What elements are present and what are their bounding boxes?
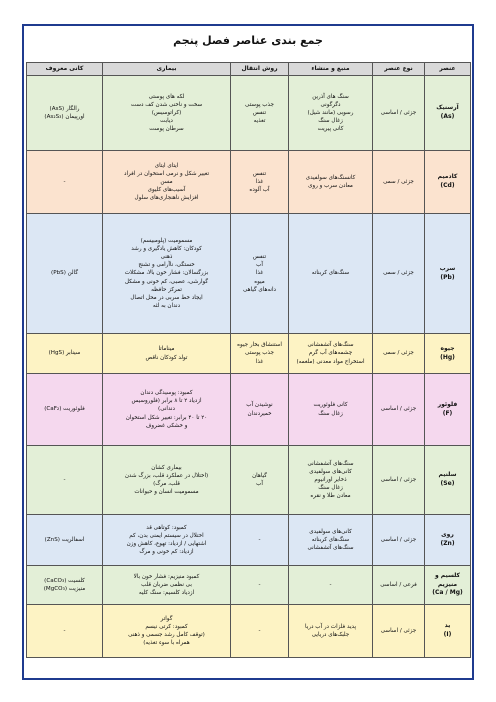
- cell-disease: [103, 214, 231, 334]
- table-row-cd: [27, 151, 471, 214]
- element-line: منیزیم: [437, 580, 458, 588]
- cell-type: جزئی / اساسی: [373, 515, 425, 566]
- source-line: سنگ‌های کربناته: [311, 270, 350, 277]
- transfer-line: دانه‌های گیاهی: [242, 286, 277, 293]
- element-line: (I): [443, 631, 452, 638]
- disease-line: سخت و ناخنی شدن کف دست: [130, 101, 203, 108]
- cell-disease: [103, 374, 231, 446]
- mineral-line: رالگار (AsS): [49, 105, 80, 112]
- transfer-line: نوشیدن آب: [246, 402, 273, 409]
- element-line: کلسیم و: [434, 571, 461, 579]
- elements-summary-table: [26, 62, 471, 658]
- element-line: (Se): [440, 480, 455, 487]
- source-line: جلبک‌های دریایی: [311, 632, 350, 638]
- table-row-ca: [27, 566, 471, 605]
- cell-mineral: [27, 76, 103, 151]
- transfer-line: تنفس: [252, 109, 267, 116]
- transfer-line: غذا: [255, 178, 264, 185]
- cell-element: [425, 515, 471, 566]
- cell-element: [425, 566, 471, 605]
- source-line: سنگ‌های آتشفشانی: [307, 460, 354, 467]
- transfer-line: گیاهان: [252, 472, 267, 479]
- disease-line: بیماری کشان: [151, 464, 182, 471]
- cell-mineral: [27, 334, 103, 374]
- table-row-pb: [27, 214, 471, 334]
- transfer-line: میوه: [254, 278, 265, 285]
- cell-transfer: [231, 76, 289, 151]
- element-line: (F): [442, 409, 453, 417]
- cell-type: جزئی / سمی: [373, 214, 425, 334]
- mineral-line: اورپیمان (As₂S₃): [44, 114, 85, 120]
- cell-mineral: [27, 374, 103, 446]
- disease-line: ذهنی: [160, 254, 173, 261]
- disease-line: و خشکی غضروف: [145, 422, 188, 429]
- header-transfer: روش انتقال: [231, 63, 289, 76]
- disease-line: مسن: [160, 178, 173, 185]
- source-line: زغال سنگ: [318, 485, 343, 492]
- transfer-line: غذا: [255, 270, 264, 277]
- source-line: -: [329, 581, 332, 588]
- cell-element: [425, 446, 471, 515]
- element-line: (Zn): [440, 540, 455, 547]
- cell-type: فرعی / اساسی: [373, 566, 425, 605]
- header-source: منبع و منشاء: [289, 63, 373, 76]
- cell-transfer: [231, 334, 289, 374]
- source-line: زغال سنگ: [318, 410, 343, 417]
- element-line: (Cd): [440, 182, 455, 189]
- disease-line: تمرکز حافظه: [151, 286, 182, 293]
- source-line: کانی‌های سولفیدی: [309, 528, 352, 535]
- mineral-line: اسفالریت (ZnS): [44, 536, 85, 543]
- disease-line: ۲۰ تا ۴۰ برابر: تغییر شکل استخوان: [125, 414, 208, 421]
- cell-disease: [103, 515, 231, 566]
- source-line: سنگ‌های آتشفشانی: [307, 342, 354, 349]
- mineral-line: -: [63, 627, 66, 634]
- disease-line: گوارشی، عصبی، کم خونی و مشکل: [124, 278, 209, 285]
- transfer-line: استنشاق بخار جیوه: [237, 342, 282, 349]
- table-row-f: [27, 374, 471, 446]
- mineral-line: کلسیت (CaCO₃): [44, 577, 85, 584]
- transfer-line: آب آلوده: [249, 187, 270, 194]
- cell-source: [289, 446, 373, 515]
- mineral-line: فلوئوریت (CaF₂): [44, 406, 85, 413]
- cell-transfer: [231, 515, 289, 566]
- element-line: سلنیم: [438, 471, 457, 479]
- mineral-line: سینابر (HgS): [48, 350, 81, 357]
- source-line: پدید فلزات در آب دریا: [305, 623, 356, 630]
- cell-element: [425, 374, 471, 446]
- transfer-line: -: [258, 536, 261, 543]
- disease-line: دندانی): [158, 406, 175, 413]
- source-line: معادن سرب و روی: [308, 183, 353, 189]
- disease-line: مسمومیت (پلومبیسم): [140, 238, 193, 244]
- transfer-line: تغذیه: [253, 118, 266, 125]
- source-line: زغال سنگ: [318, 118, 343, 125]
- cell-source: [289, 605, 373, 658]
- transfer-line: خمیردندان: [247, 410, 272, 417]
- cell-mineral: [27, 214, 103, 334]
- disease-line: (توقف کامل رشد جسمی و ذهنی: [128, 632, 205, 638]
- cell-disease: [103, 446, 231, 515]
- mineral-line: -: [63, 476, 66, 483]
- table-header-row: [27, 63, 471, 76]
- source-line: معادن طلا و نقره: [310, 493, 351, 500]
- source-line: رسوبی (مانند شیل): [307, 109, 354, 116]
- cell-type: جزئی / اساسی: [373, 374, 425, 446]
- source-line: کانی‌های سولفیدی: [309, 468, 352, 475]
- disease-line: تغییر شکل و نرمی استخوان در افراد: [123, 170, 210, 177]
- header-mineral: کانی معروف: [27, 63, 103, 76]
- disease-line: ایتای ایتای: [154, 162, 179, 169]
- cell-disease: [103, 76, 231, 151]
- disease-line: مسمومیت انسان و حیوانات: [134, 489, 199, 496]
- disease-line: همراه با سوء تغذیه): [143, 640, 190, 647]
- cell-type: جزئی / اساسی: [373, 605, 425, 658]
- transfer-line: آب: [256, 481, 263, 487]
- element-line: (Hg): [440, 353, 455, 361]
- cell-mineral: [27, 605, 103, 658]
- cell-transfer: [231, 566, 289, 605]
- disease-line: افزایش ناهنجاری‌های سلول: [134, 195, 199, 202]
- table-row-as: [27, 76, 471, 151]
- cell-source: [289, 214, 373, 334]
- disease-line: کمبود: کوتاهی قد: [146, 524, 187, 531]
- transfer-line: -: [258, 627, 261, 634]
- disease-line: سرطان پوست: [149, 126, 184, 133]
- cell-type: جزئی / اساسی: [373, 76, 425, 151]
- cell-disease: [103, 605, 231, 658]
- cell-element: [425, 605, 471, 658]
- cell-element: [425, 76, 471, 151]
- source-line: دگرگونی: [320, 101, 341, 108]
- disease-line: دندان به لثه: [152, 302, 181, 309]
- transfer-line: غذا: [255, 358, 264, 365]
- disease-line: گواتر: [160, 615, 173, 622]
- cell-type: جزئی / سمی: [373, 334, 425, 374]
- cell-type: جزئی / اساسی: [373, 446, 425, 515]
- disease-line: اشتهایی / ازدیاد: تهوع، کاهش وزن: [126, 541, 207, 547]
- transfer-line: تنفس: [252, 170, 267, 177]
- disease-line: دیابت: [160, 118, 173, 125]
- cell-element: [425, 214, 471, 334]
- table-row-zn: [27, 515, 471, 566]
- mineral-line: گالن (PbS): [51, 270, 78, 277]
- header-type: نوع عنصر: [373, 63, 425, 76]
- header-element: عنصر: [425, 63, 471, 76]
- disease-line: لکه های پوستی: [148, 93, 185, 100]
- page-title: جمع بندی عناصر فصل پنجم: [173, 34, 323, 47]
- cell-mineral: [27, 566, 103, 605]
- transfer-line: -: [258, 581, 261, 588]
- transfer-line: جذب پوستی: [245, 350, 274, 357]
- disease-line: ایجاد خط سربی در محل اتصال: [130, 294, 203, 301]
- disease-line: کمبود: پوسیدگی دندان: [140, 390, 193, 397]
- element-line: سرب: [439, 264, 456, 272]
- cell-source: [289, 334, 373, 374]
- disease-line: ازدیاد: کم خونی و مرگ: [139, 549, 194, 556]
- disease-line: کمبود: کرتی نیسم: [145, 623, 188, 630]
- cell-transfer: [231, 374, 289, 446]
- element-line: (Pb): [440, 273, 455, 281]
- cell-transfer: [231, 214, 289, 334]
- mineral-line: منیزیت (MgCO₃): [43, 586, 86, 592]
- disease-line: قلب، مرگ): [153, 481, 180, 487]
- cell-source: [289, 515, 373, 566]
- disease-line: (اختلال در عملکرد قلب، بزرگ شدن: [124, 472, 209, 479]
- disease-line: میناماتا: [158, 346, 175, 353]
- cell-element: [425, 151, 471, 214]
- disease-line: بی نظمی ضربان قلب: [141, 581, 192, 588]
- source-line: ذخایر اورانیوم: [314, 476, 347, 483]
- element-line: روی: [441, 531, 454, 539]
- source-line: چشمه‌های آب گرم: [308, 350, 353, 357]
- disease-line: آسیب‌های کلیوی: [147, 187, 186, 194]
- source-line: کانسنگ‌های سولفیدی: [305, 174, 356, 181]
- mineral-line: -: [63, 178, 66, 185]
- cell-source: [289, 76, 373, 151]
- transfer-line: تنفس: [252, 254, 267, 261]
- source-line: کانی پیریت: [317, 126, 344, 133]
- cell-disease: [103, 151, 231, 214]
- disease-line: تولد کودکان ناقص: [145, 354, 188, 361]
- source-line: سنگ‌های آتشفشانی: [307, 545, 354, 552]
- cell-disease: [103, 334, 231, 374]
- disease-line: ازدیاد ۲ تا ۸ برابر (فلوروسیس: [131, 398, 202, 405]
- element-line: کادمیم: [437, 173, 458, 181]
- element-line: (Ca / Mg): [432, 589, 463, 597]
- cell-disease: [103, 566, 231, 605]
- cell-type: جزئی / سمی: [373, 151, 425, 214]
- header-disease: بیماری: [103, 63, 231, 76]
- disease-line: اختلال در سیستم ایمنی بدن، کم: [129, 532, 204, 539]
- element-line: ید: [444, 622, 451, 630]
- transfer-line: آب: [256, 262, 263, 269]
- disease-line: (کراتوسیس): [151, 109, 182, 116]
- disease-line: کمبود منیزیم: فشار خون بالا: [133, 573, 200, 580]
- cell-source: [289, 374, 373, 446]
- element-line: (As): [440, 113, 455, 120]
- table-row-i: [27, 605, 471, 658]
- table-row-hg: [27, 334, 471, 374]
- disease-line: بزرگسالان: فشار خون بالا، مشکلات: [124, 270, 209, 277]
- cell-transfer: [231, 446, 289, 515]
- transfer-line: جذب پوستی: [245, 101, 274, 108]
- table-row-se: [27, 446, 471, 515]
- cell-source: [289, 566, 373, 605]
- cell-mineral: [27, 151, 103, 214]
- element-line: آرسنیک: [436, 104, 459, 112]
- cell-mineral: [27, 446, 103, 515]
- cell-mineral: [27, 515, 103, 566]
- element-line: فلوئور: [437, 400, 458, 408]
- disease-line: ازدیاد کلسیم: سنگ کلیه: [138, 590, 195, 597]
- source-line: استخراج مواد معدنی (ملغمه): [296, 358, 365, 365]
- cell-transfer: [231, 605, 289, 658]
- element-line: جیوه: [440, 344, 455, 352]
- source-line: کانی فلوئوریت: [313, 402, 348, 409]
- cell-element: [425, 334, 471, 374]
- disease-line: خستگی، ناآرامی و تشنج: [138, 262, 195, 269]
- cell-source: [289, 151, 373, 214]
- disease-line: کودکان: کاهش یادگیری و رشد: [131, 246, 202, 253]
- cell-transfer: [231, 151, 289, 214]
- source-line: سنگ‌های کربناته: [311, 536, 350, 543]
- source-line: سنگ های آذرین: [312, 93, 349, 100]
